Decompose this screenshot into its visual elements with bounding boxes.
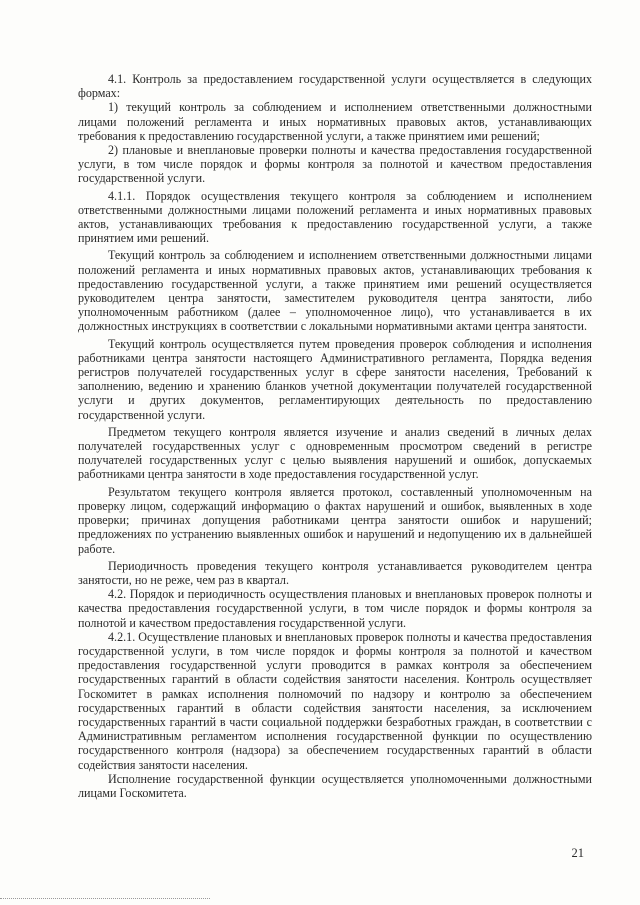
paragraph-control-periodicity: Периодичность проведения текущего контроля устанавливается руководителем центра занятости, но не реже, чем раз в квартал. — [78, 558, 592, 587]
scan-edge-divider — [0, 898, 210, 900]
paragraph-item-2: 2) плановые и внеплановые проверки полноты и качества предоставления государственной услуги, в том числе порядок и формы контроля за полнотой и качеством предоставления государственной услуги. — [78, 143, 592, 186]
paragraph-control-method: Текущий контроль осуществляется путем проведения проверок соблюдения и исполнения работниками центра занятости настоящего Административного регламента, Порядка ведения регистров получателей государственных услуг в сфере занятости населения, Требований к заполнению, ведению и хранению бланков учетной документации получателей государственной услуги и других документов, регламентирующих деятельность по предоставлению государственной услуги. — [78, 336, 592, 422]
paragraph-4-1: 4.1. Контроль за предоставлением государственной услуги осуществляется в следующих формах: — [78, 72, 592, 101]
paragraph-4-1-1: 4.1.1. Порядок осуществления текущего контроля за соблюдением и исполнением ответственными должностными лицами положений регламента и иных нормативных правовых актов, устанавливающих требования к предоставлению государственной услуги, а также принятием ими решений. — [78, 188, 592, 246]
paragraph-current-control: Текущий контроль за соблюдением и исполнением ответственными должностными лицами положений регламента и иных нормативных правовых актов, устанавливающих требования к предоставлению государственной услуги, а также принятием ими решений осуществляется руководителем центра занятости, заместителем руководителя центра занятости, либо уполномоченным работником (далее – уполномоченное лицо), что устанавливается в их должностных инструкциях в соответствии с локальными нормативными актами центра занятости. — [78, 248, 592, 334]
paragraph-control-result: Результатом текущего контроля является протокол, составленный уполномоченным на проверку лицом, содержащий информацию о фактах нарушений и ошибок, выявленных в ходе проверки; причинах допущения работниками центра занятости ошибок и нарушений; предложениях по устранению выявленных ошибок и нарушений и недопущению их в дальнейшей работе. — [78, 484, 592, 556]
page-number: 21 — [571, 846, 584, 860]
paragraph-control-subject: Предметом текущего контроля является изучение и анализ сведений в личных делах получателей государственных услуг с одновременным просмотром сведений в регистре получателей государственных услуг с целью выявления нарушений и ошибок, допускаемых работниками центра занятости в ходе предоставления государственной услуг. — [78, 424, 592, 482]
document-body — [78, 72, 592, 800]
paragraph-4-2-1: 4.2.1. Осуществление плановых и внеплановых проверок полноты и качества предоставления государственной услуги, в том числе порядок и формы контроля за полнотой и качеством предоставления государственной услуги проводится в рамках контроля за обеспечением государственных гарантий в области содействия занятости населения. Контроль осуществляет Госкомитет в рамках исполнения полномочий по надзору и контролю за обеспечением государственных гарантий в области содействия занятости населения, за исключением государственных гарантий в части социальной поддержки безработных граждан, в соответствии с Административным регламентом исполнения государственной функции по осуществлению государственного контроля (надзора) за обеспечением государственных гарантий в области содействия занятости населения. — [78, 629, 592, 772]
paragraph-item-1: 1) текущий контроль за соблюдением и исполнением ответственными должностными лицами положений регламента и иных нормативных правовых актов, устанавливающих требования к предоставлению государственной услуги, а также принятием ими решений; — [78, 100, 592, 143]
paragraph-4-2: 4.2. Порядок и периодичность осуществления плановых и внеплановых проверок полноты и качества предоставления государственной услуги, в том числе порядок и формы контроля за полнотой и качеством предоставления государственной услуги. — [78, 587, 592, 630]
paragraph-function-execution: Исполнение государственной функции осуществляется уполномоченными должностными лицами Госкомитета. — [78, 771, 592, 800]
